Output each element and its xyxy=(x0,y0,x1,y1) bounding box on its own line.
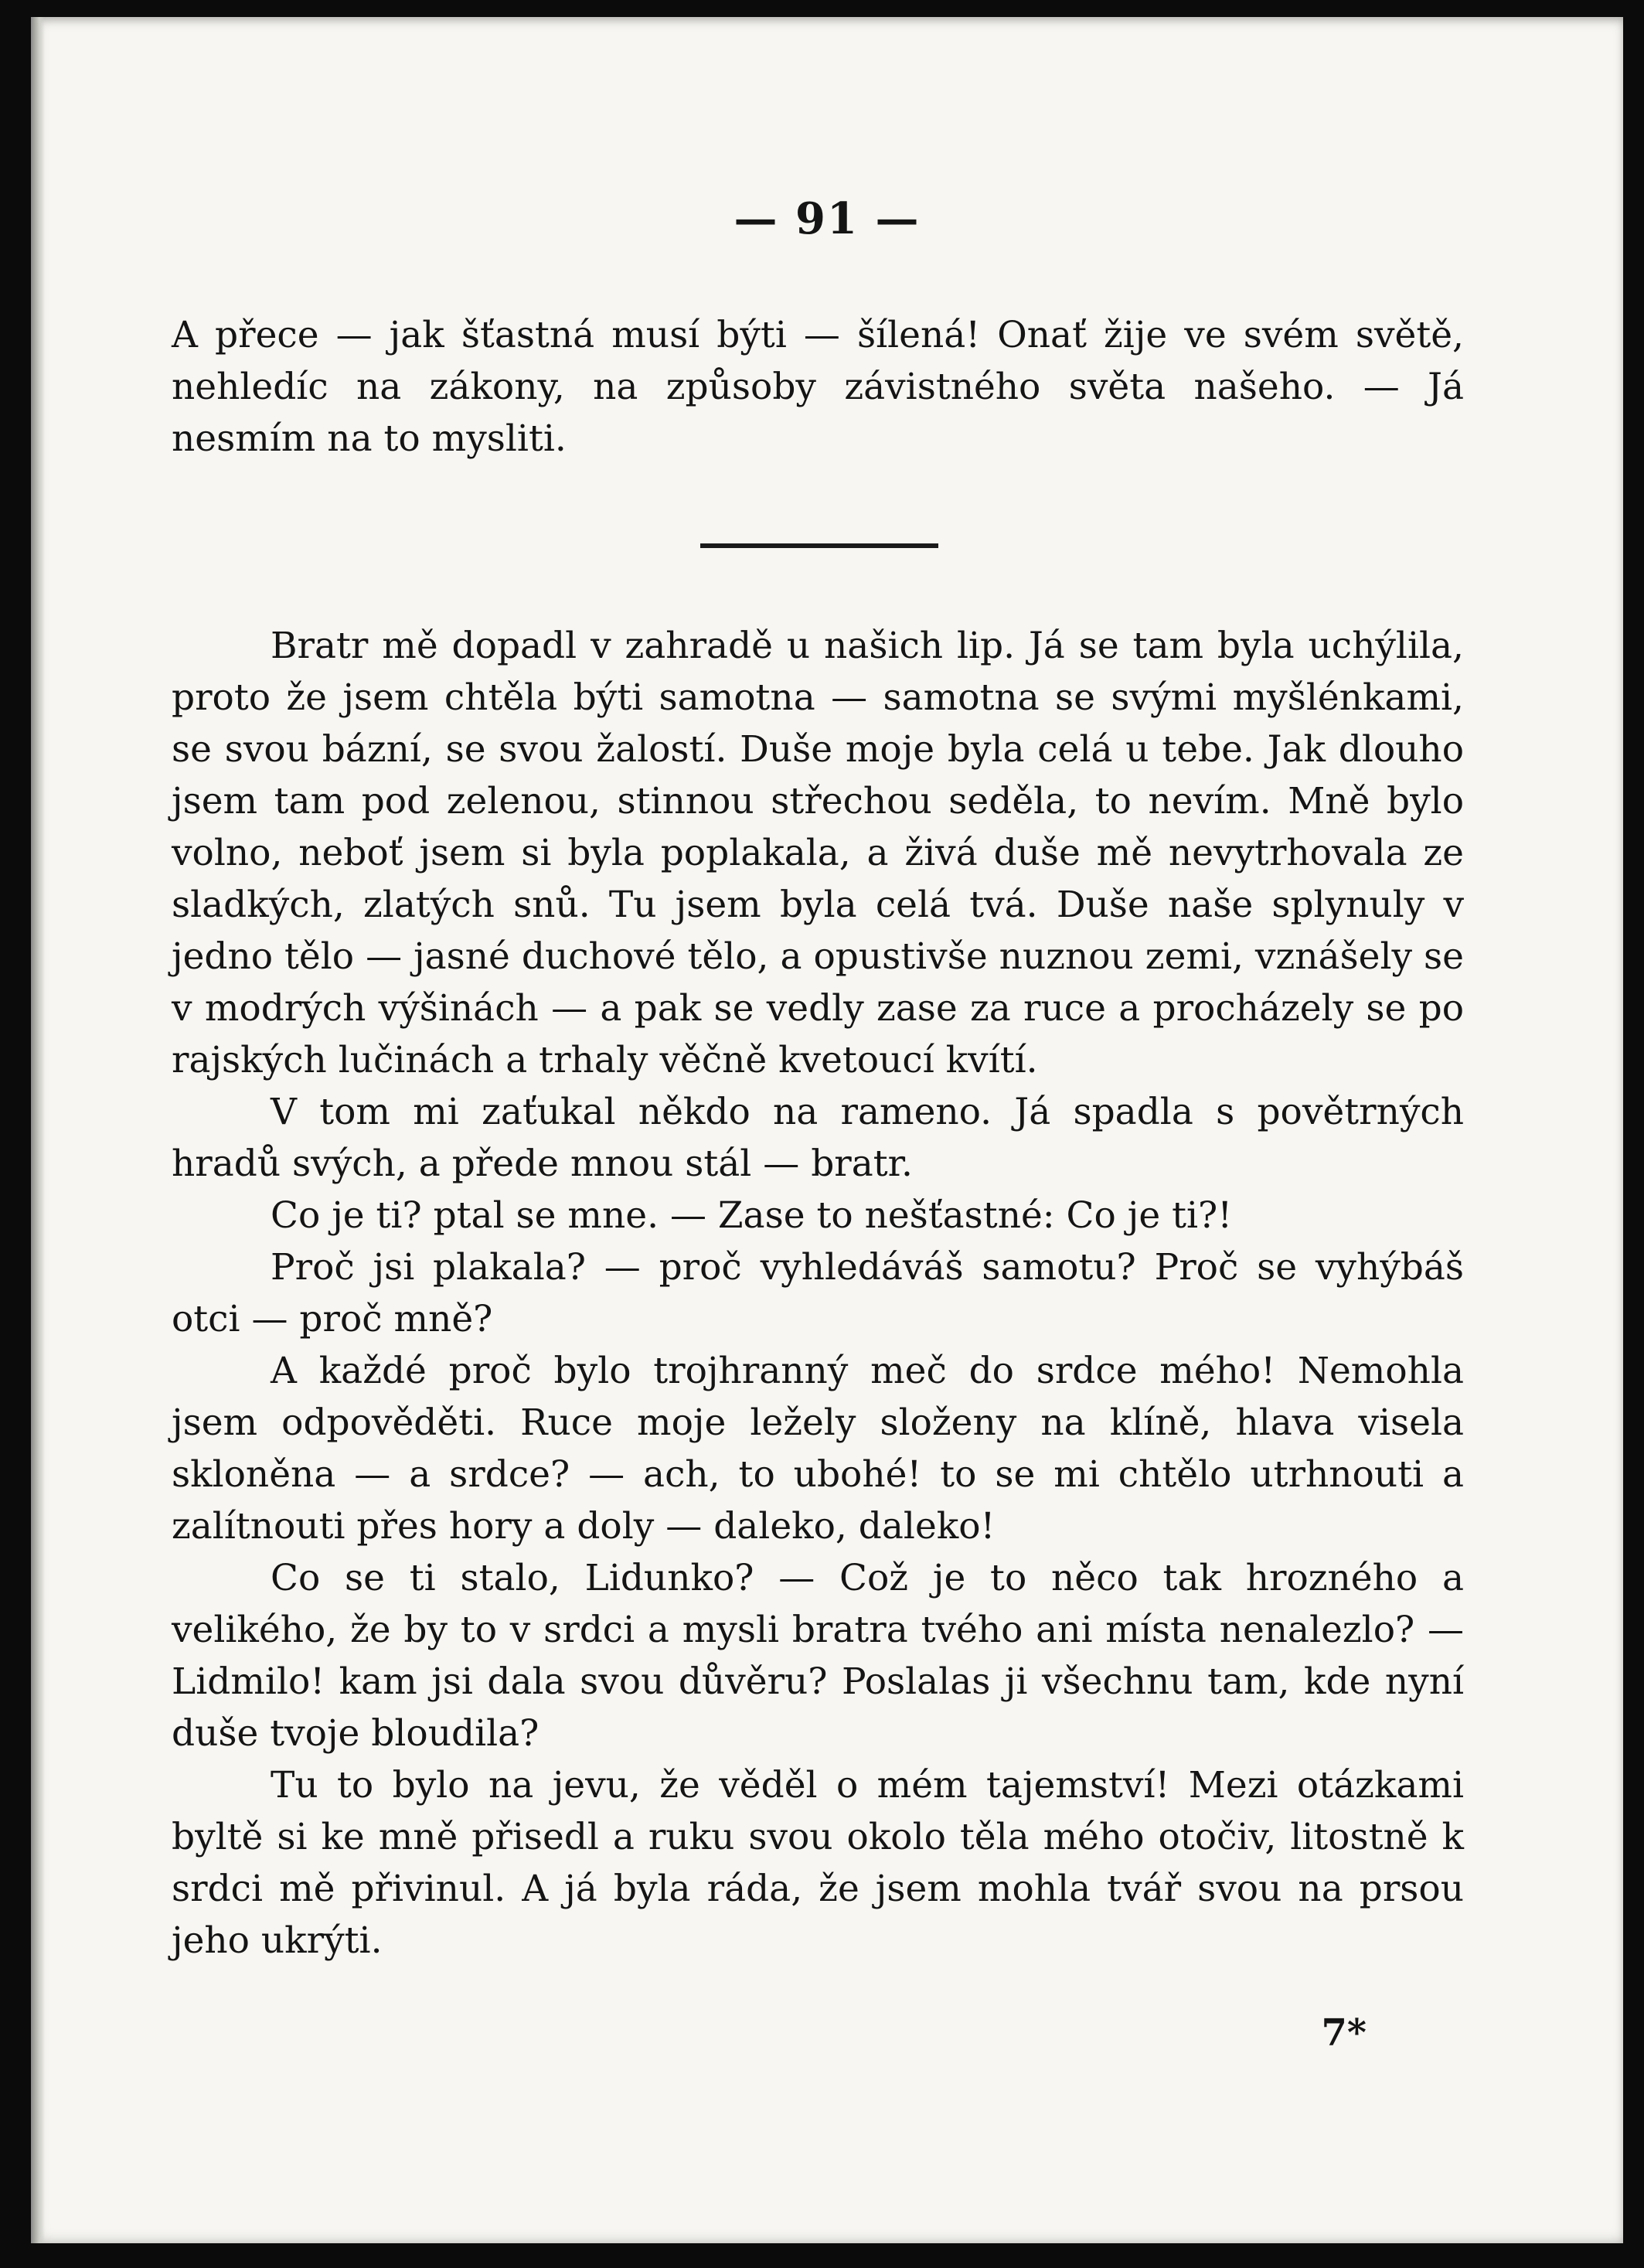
paragraph: A přece — jak šťastná musí býti — šílená! Onať žije ve svém světě, nehledíc na zákony, na způsoby závistného světa našeho. — Já nesmím na to mysliti. xyxy=(172,314,1464,460)
page-edge-shadow xyxy=(31,17,45,2243)
paragraph: Co je ti? ptal se mne. — Zase to nešťastné: Co je ti?! xyxy=(271,1194,1233,1237)
paragraph: Proč jsi plakala? — proč vyhledáváš samotu? Proč se vyhýbáš otci — proč mně? xyxy=(172,1246,1464,1340)
paragraph: A každé proč bylo trojhranný meč do srdce mého! Nemohla jsem odpověděti. Ruce moje ležely složeny na klíně, hlava visela skloněna — a srdce? — ach, to ubohé! to se mi chtělo utrhnouti a zalítnouti přes hory a doly — daleko, daleko! xyxy=(172,1350,1464,1548)
signature-mark: 7* xyxy=(1321,2011,1367,2055)
paragraph: Tu to bylo na jevu, že věděl o mém tajemství! Mezi otázkami byltě si ke mně přisedl a ruku svou okolo těla mého otočiv, litostně k srdci mě přivinul. A já byla ráda, že jsem mohla tvář svou na prsou jeho ukrýti. xyxy=(172,1764,1464,1962)
top-text-block xyxy=(172,309,1464,465)
paragraph: Co se ti stalo, Lidunko? — Což je to něco tak hrozného a velikého, že by to v srdci a mysli bratra tvého ani místa nenalezlo? — Lidmilo! kam jsi dala svou důvěru? Poslalas ji všechnu tam, kde nyní duše tvoje bloudila? xyxy=(172,1557,1464,1755)
paragraph: Bratr mě dopadl v zahradě u našich lip. Já se tam byla uchýlila, proto že jsem chtěla býti samotna — samotna se svými myšlénkami, se svou bázní, se svou žalostí. Duše moje byla celá u tebe. Jak dlouho jsem tam pod zelenou, stinnou střechou seděla, to nevím. Mně bylo volno, neboť jsem si byla poplakala, a živá duše mě nevytrhovala ze sladkých, zlatých snů. Tu jsem byla celá tvá. Duše naše splynuly v jedno tělo — jasné duchové tělo, a opustivše nuznou zemi, vznášely se v modrých výšinách — a pak se vedly zase za ruce a procházely se po rajských lučinách a trhaly věčně kvetoucí kvítí. xyxy=(172,625,1464,1081)
paragraph: V tom mi zaťukal někdo na rameno. Já spadla s povětrných hradů svých, a přede mnou stál — bratr. xyxy=(172,1091,1464,1185)
book-page xyxy=(31,17,1623,2243)
section-divider xyxy=(700,543,938,548)
main-text-block xyxy=(172,620,1464,1967)
page-number-header: — 91 — xyxy=(734,193,921,244)
